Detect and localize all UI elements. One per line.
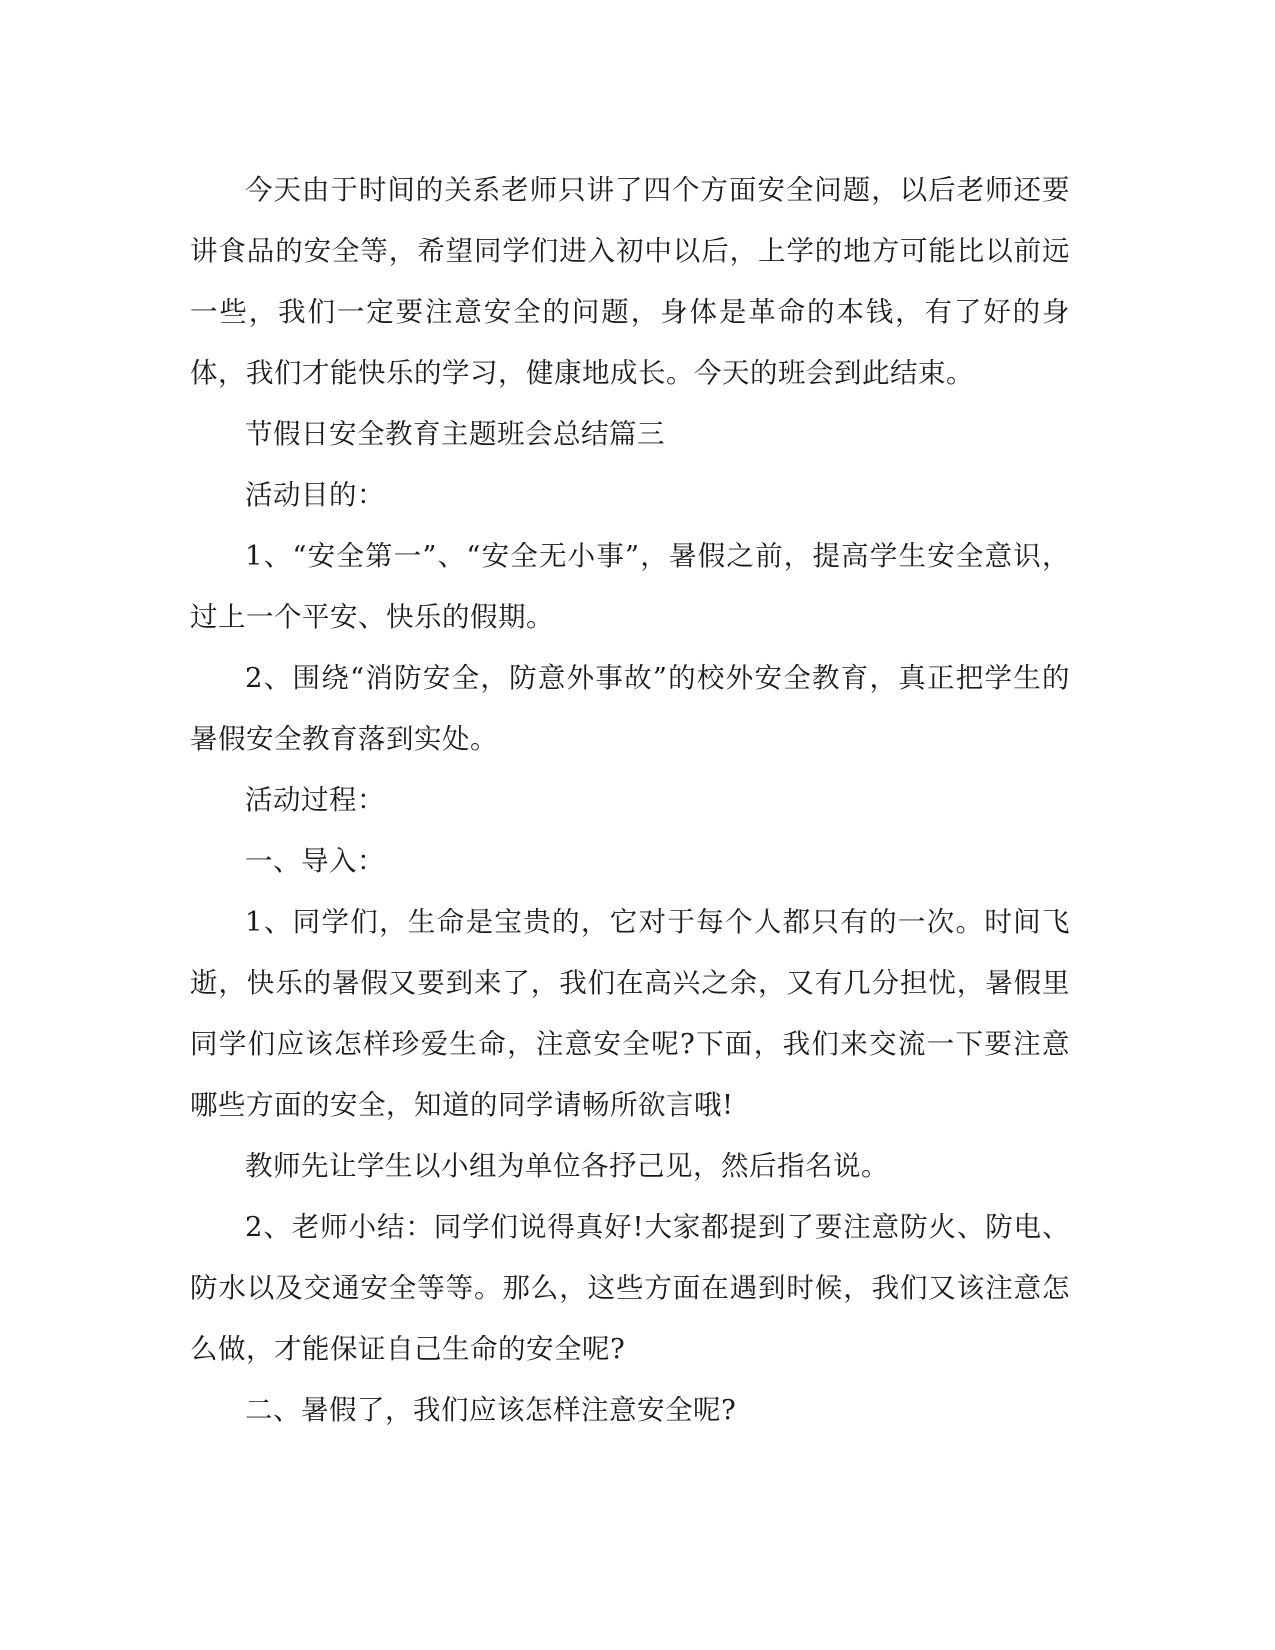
teacher-instruction: 教师先让学生以小组为单位各抒己见，然后指名说。 (245, 1150, 889, 1182)
document-body (190, 160, 1070, 1441)
paragraph-closing-remarks: 今天由于时间的关系老师只讲了四个方面安全问题，以后老师还要讲食品的安全等，希望同学们进入初中以后，上学的地方可能比以前远一些，我们一定要注意安全的问题，身体是革命的本钱，有了好的身体，我们才能快乐的学习，健康地成长。今天的班会到此结束。 (190, 174, 1070, 389)
teacher-summary: 2、老师小结：同学们说得真好!大家都提到了要注意防火、防电、防水以及交通安全等等。那么，这些方面在遇到时候，我们又该注意怎么做，才能保证自己生命的安全呢? (190, 1211, 1070, 1365)
activity-process-heading: 活动过程： (245, 784, 385, 816)
section-heading: 节假日安全教育主题班会总结篇三 (245, 418, 665, 450)
goal-item-1: 1、“安全第一”、“安全无小事”，暑假之前，提高学生安全意识，过上一个平安、快乐的假期。 (190, 540, 1070, 633)
intro-heading: 一、导入： (245, 845, 385, 877)
summer-safety-heading: 二、暑假了，我们应该怎样注意安全呢? (245, 1394, 737, 1426)
activity-goal-heading: 活动目的： (245, 479, 385, 511)
intro-item-1: 1、同学们，生命是宝贵的，它对于每个人都只有的一次。时间飞逝，快乐的暑假又要到来了，我们在高兴之余，又有几分担忧，暑假里同学们应该怎样珍爱生命，注意安全呢?下面，我们来交流一下要注意哪些方面的安全，知道的同学请畅所欲言哦! (190, 906, 1070, 1121)
goal-item-2: 2、围绕“消防安全，防意外事故”的校外安全教育，真正把学生的暑假安全教育落到实处。 (190, 662, 1070, 755)
